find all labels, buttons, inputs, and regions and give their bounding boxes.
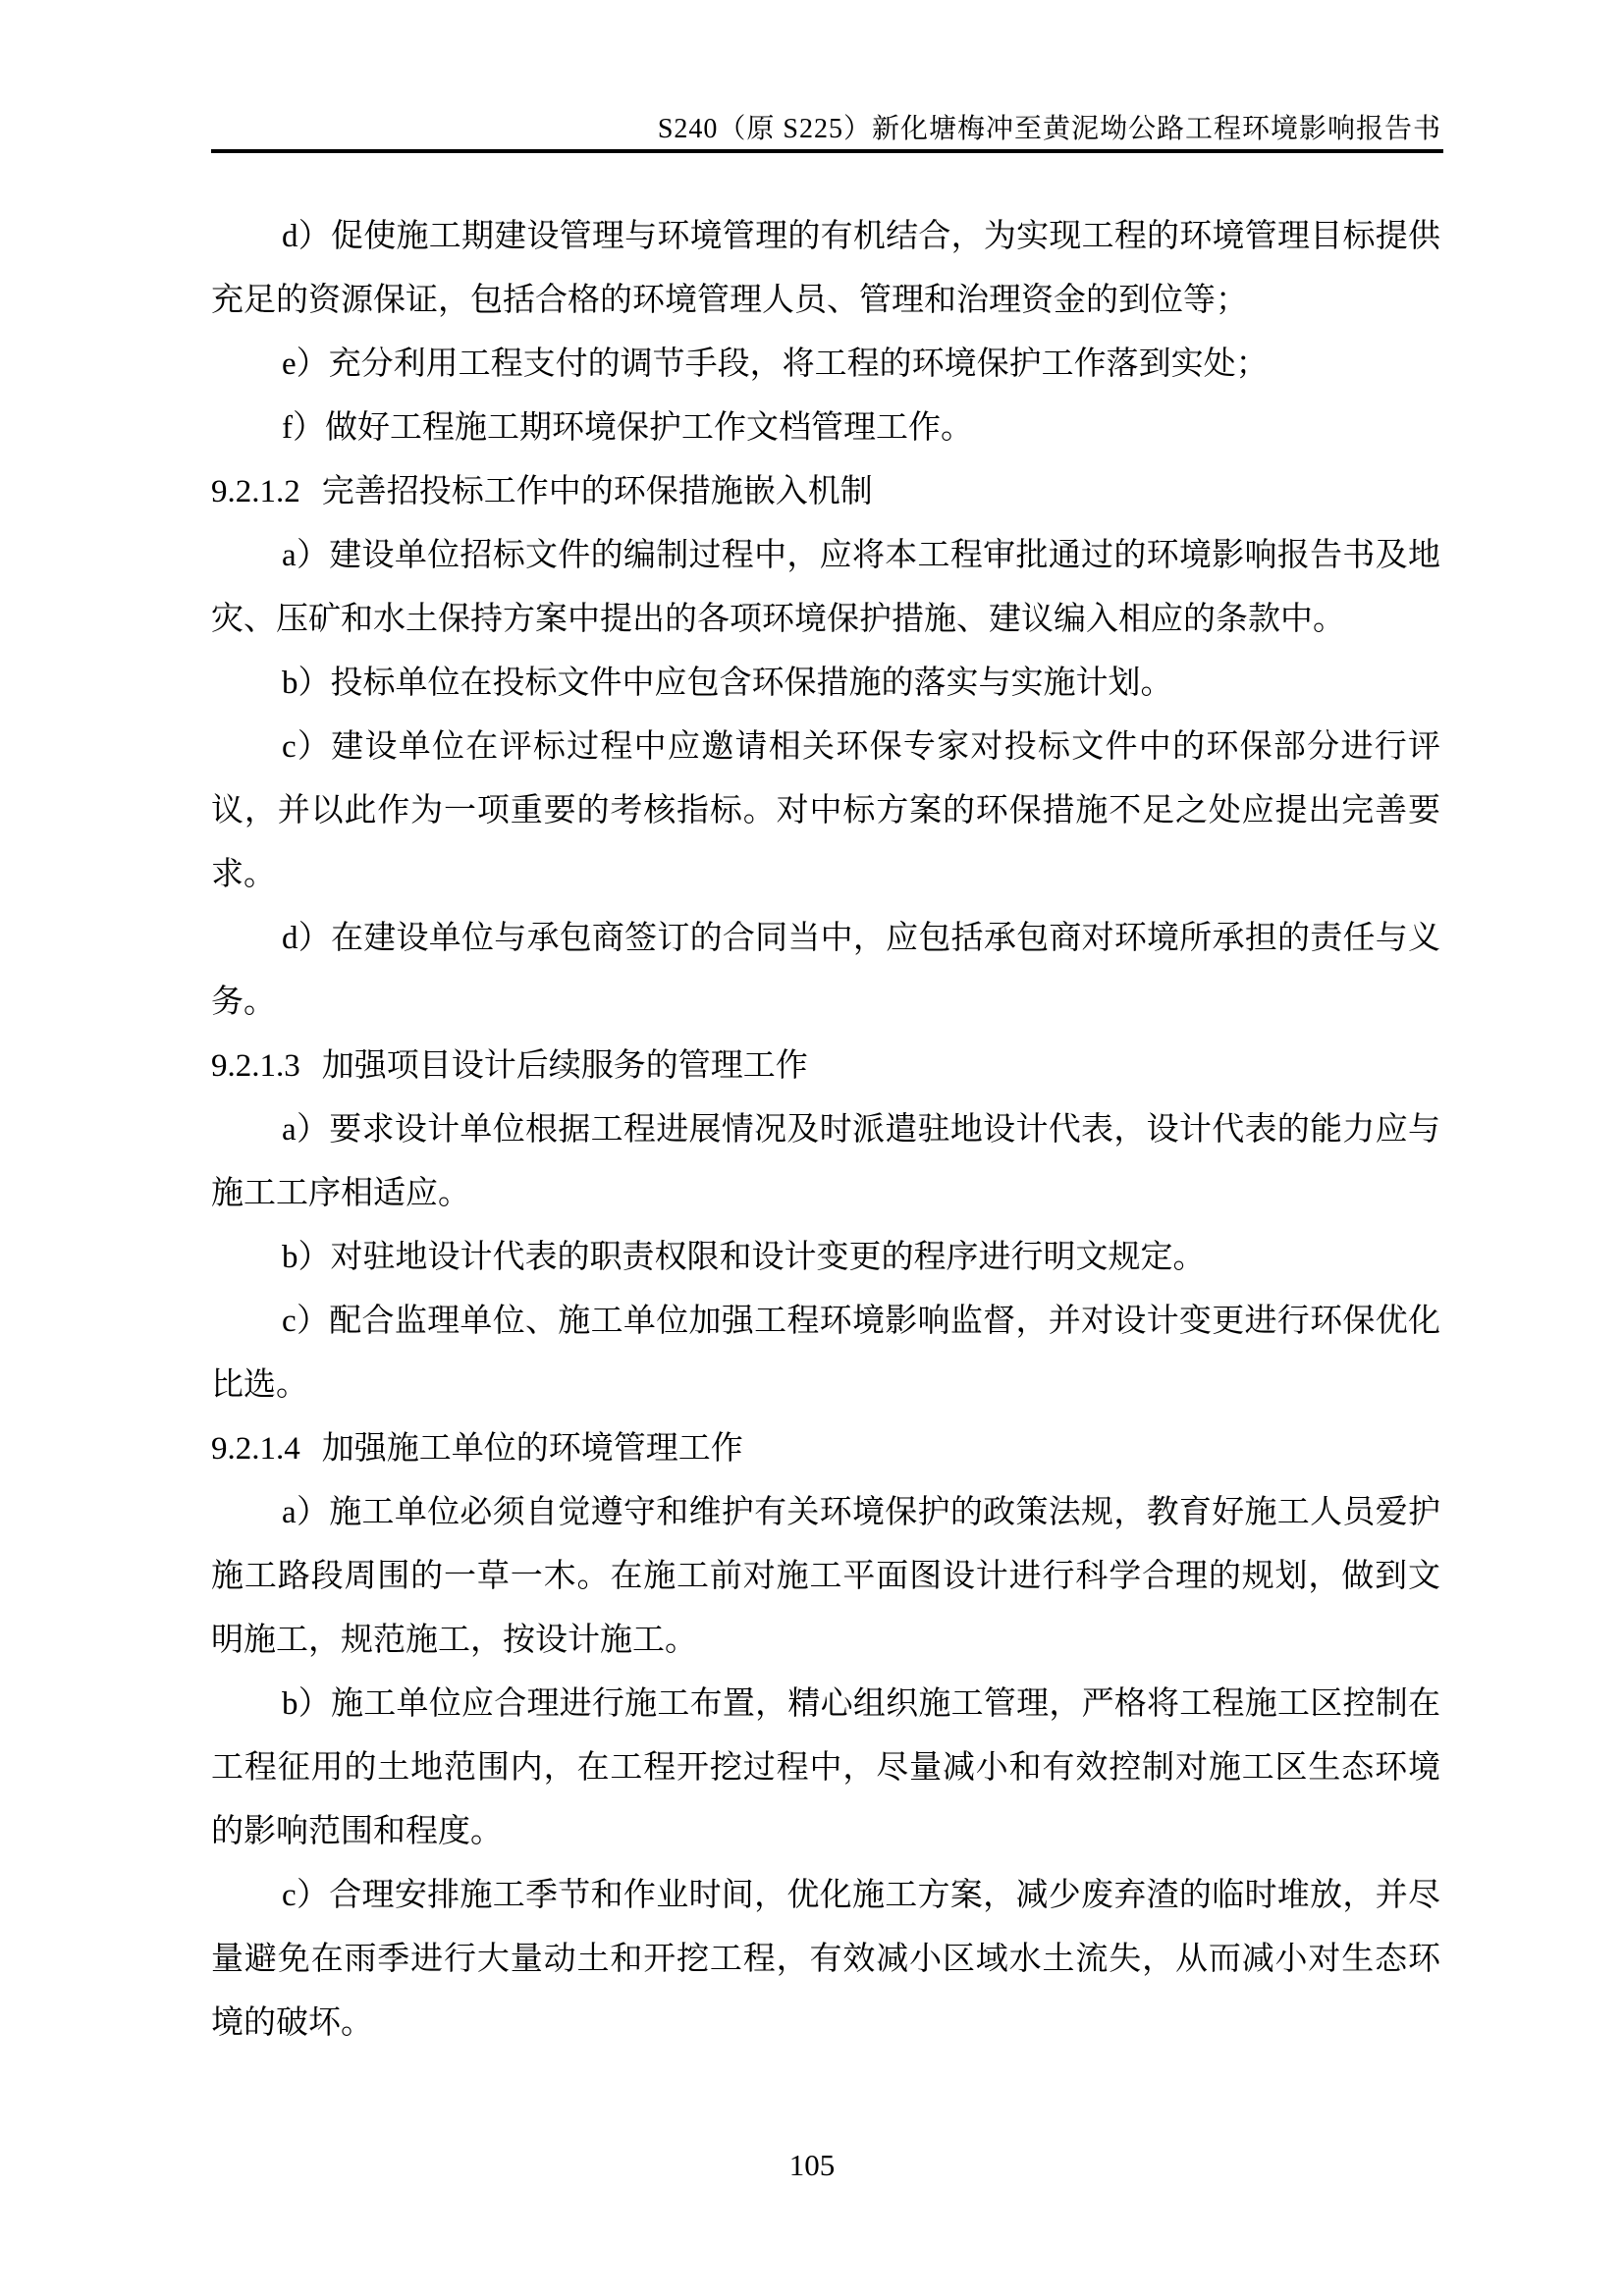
text-line: b）投标单位在投标文件中应包含环保措施的落实与实施计划。 <box>282 666 1173 701</box>
text-line: a）施工单位必须自觉遵守和维护有关环境保护的政策法规，教育好施工人员爱护 <box>282 1495 1440 1530</box>
text-line: a）建设单位招标文件的编制过程中，应将本工程审批通过的环境影响报告书及地 <box>282 538 1440 573</box>
section-number: 9.2.1.2 <box>211 474 300 509</box>
paragraph <box>211 652 1440 716</box>
text-line: 灾、压矿和水土保持方案中提出的各项环境保护措施、建议编入相应的条款中。 <box>211 602 1345 637</box>
document-body <box>211 205 1440 2056</box>
text-line: 比选。 <box>211 1367 308 1403</box>
text-line: 境的破坏。 <box>211 2005 373 2041</box>
text-line: 施工工序相适应。 <box>211 1176 470 1211</box>
text-line: e）充分利用工程支付的调节手段，将工程的环境保护工作落到实处； <box>282 347 1269 382</box>
section-title: 加强项目设计后续服务的管理工作 <box>321 1048 808 1084</box>
text-line: 工程征用的土地范围内，在工程开挖过程中，尽量减小和有效控制对施工区生态环境 <box>211 1750 1440 1786</box>
section-title: 完善招投标工作中的环保措施嵌入机制 <box>321 474 873 509</box>
text-line: 务。 <box>211 985 276 1020</box>
text-line: a）要求设计单位根据工程进展情况及时派遣驻地设计代表，设计代表的能力应与 <box>282 1112 1440 1148</box>
paragraph <box>211 333 1440 397</box>
running-header-title: S240（原 S225）新化塘梅冲至黄泥坳公路工程环境影响报告书 <box>657 114 1441 144</box>
paragraph <box>211 1226 1440 1290</box>
text-line: 充足的资源保证，包括合格的环境管理人员、管理和治理资金的到位等； <box>211 283 1248 318</box>
paragraph <box>211 524 1440 652</box>
section-title: 加强施工单位的环境管理工作 <box>321 1431 743 1467</box>
paragraph <box>211 1098 1440 1226</box>
text-line: f）做好工程施工期环境保护工作文档管理工作。 <box>282 410 973 446</box>
paragraph <box>211 907 1440 1035</box>
section-heading <box>211 1417 1440 1481</box>
paragraph <box>211 205 1440 333</box>
paragraph <box>211 1673 1440 1864</box>
paragraph <box>211 1290 1440 1417</box>
text-line: 的影响范围和程度。 <box>211 1814 503 1849</box>
section-heading <box>211 460 1440 524</box>
text-line: b）对驻地设计代表的职责权限和设计变更的程序进行明文规定。 <box>282 1240 1206 1275</box>
section-heading <box>211 1035 1440 1098</box>
text-line: c）合理安排施工季节和作业时间，优化施工方案，减少废弃渣的临时堆放，并尽 <box>282 1878 1440 1913</box>
header-rule <box>211 149 1443 153</box>
text-line: b）施工单位应合理进行施工布置，精心组织施工管理，严格将工程施工区控制在 <box>282 1686 1440 1722</box>
text-line: d）促使施工期建设管理与环境管理的有机结合，为实现工程的环境管理目标提供 <box>282 219 1440 254</box>
paragraph <box>211 716 1440 907</box>
text-line: 求。 <box>211 857 276 892</box>
text-line: 明施工，规范施工，按设计施工。 <box>211 1623 697 1658</box>
section-number: 9.2.1.3 <box>211 1048 300 1084</box>
text-line: c）建设单位在评标过程中应邀请相关环保专家对投标文件中的环保部分进行评 <box>282 729 1440 765</box>
paragraph <box>211 1481 1440 1673</box>
page-number: 105 <box>788 2148 836 2182</box>
text-line: 议，并以此作为一项重要的考核指标。对中标方案的环保措施不足之处应提出完善要 <box>211 793 1440 828</box>
text-line: 施工路段周围的一草一木。在施工前对施工平面图设计进行科学合理的规划，做到文 <box>211 1559 1440 1594</box>
paragraph <box>211 1864 1440 2056</box>
paragraph <box>211 397 1440 460</box>
text-line: 量避免在雨季进行大量动土和开挖工程，有效减小区域水土流失，从而减小对生态环 <box>211 1942 1440 1977</box>
section-number: 9.2.1.4 <box>211 1431 300 1467</box>
text-line: c）配合监理单位、施工单位加强工程环境影响监督，并对设计变更进行环保优化 <box>282 1304 1440 1339</box>
text-line: d）在建设单位与承包商签订的合同当中，应包括承包商对环境所承担的责任与义 <box>282 921 1440 956</box>
